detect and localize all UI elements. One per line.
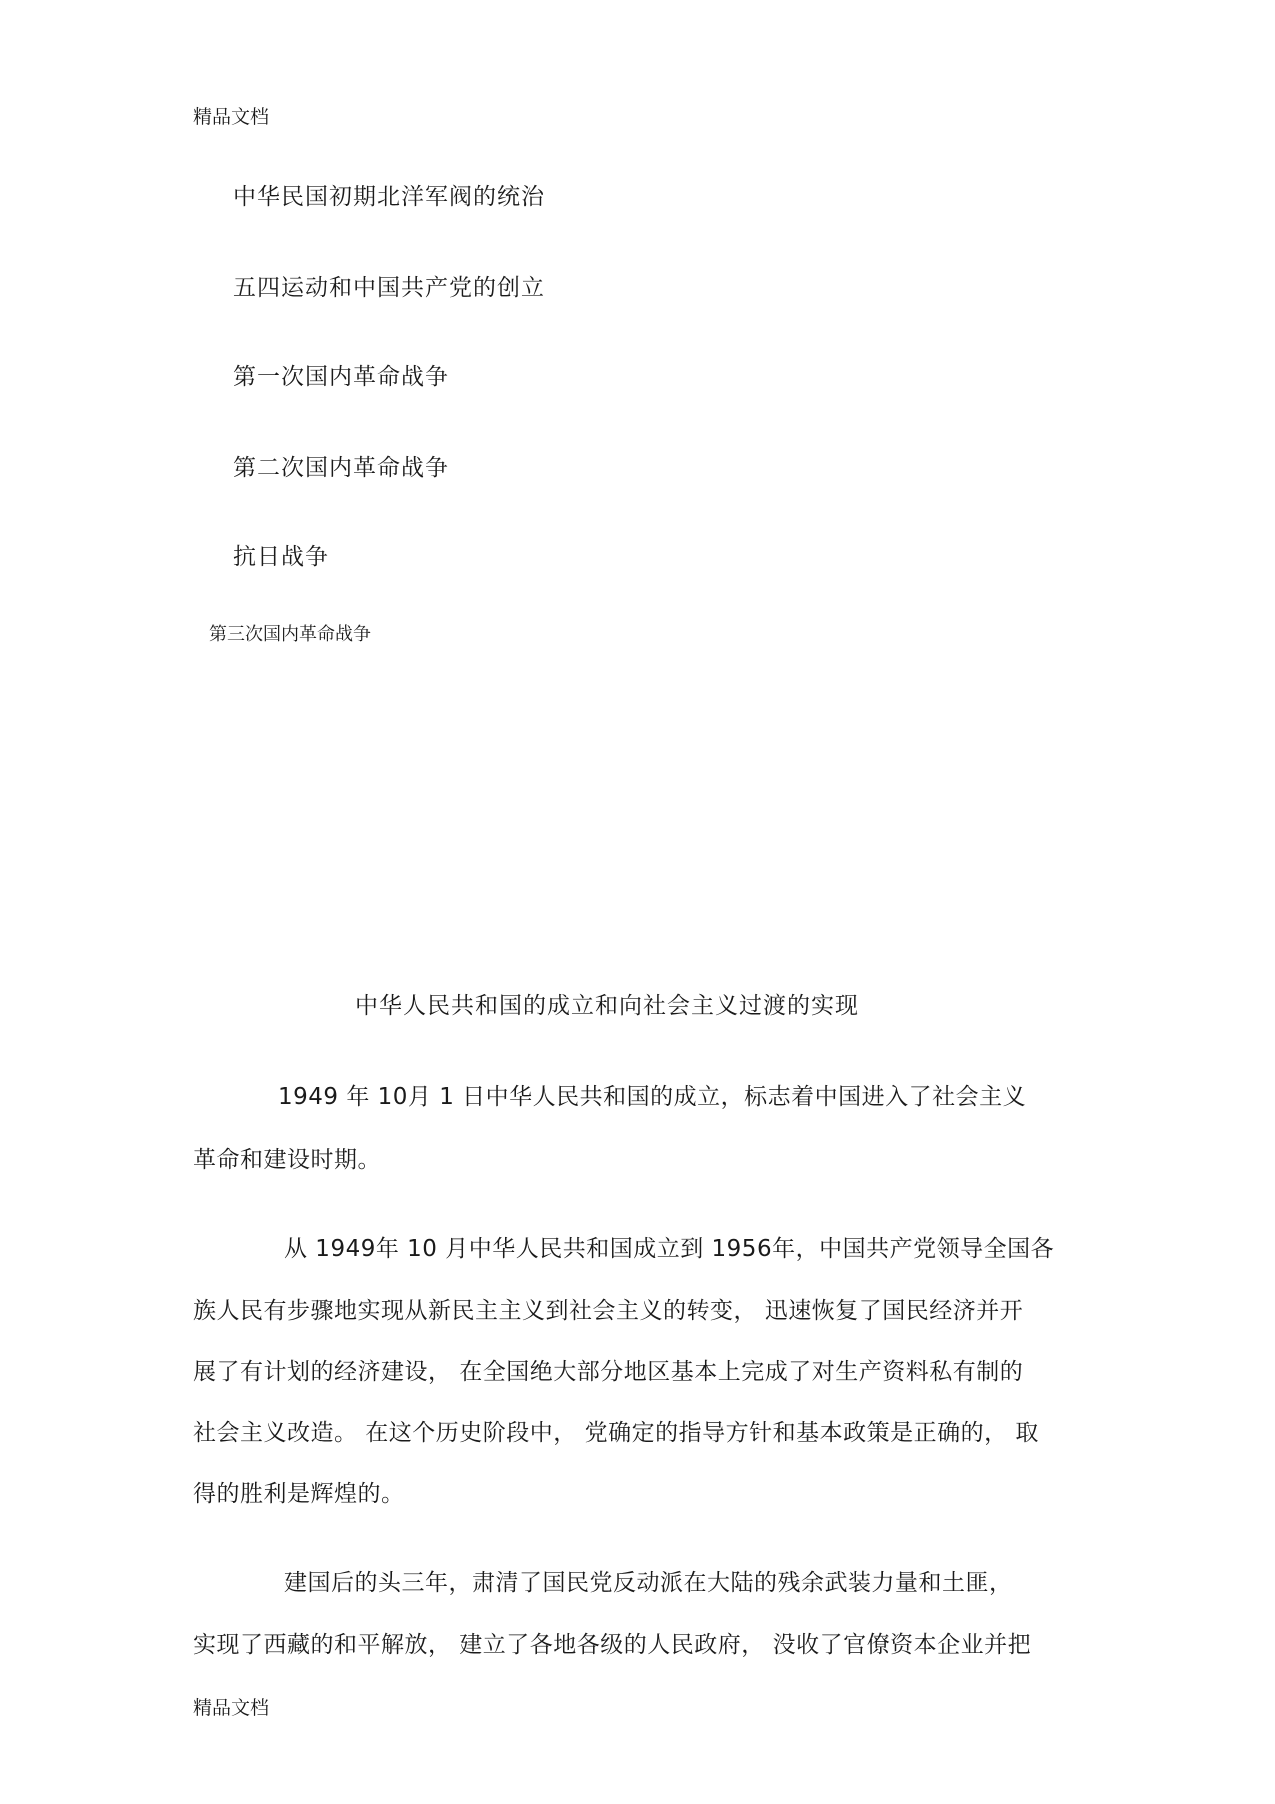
page-header-label: 精品文档	[193, 106, 270, 128]
paragraph-1-line-2: 革命和建设时期。	[193, 1147, 381, 1173]
toc-item-4: 第二次国内革命战争	[233, 455, 449, 481]
paragraph-3-line-2: 实现了西藏的和平解放， 建立了各地各级的人民政府， 没收了官僚资本企业并把	[193, 1632, 1032, 1658]
paragraph-2-line-3: 展了有计划的经济建设， 在全国绝大部分地区基本上完成了对生产资料私有制的	[193, 1359, 1024, 1385]
toc-item-2: 五四运动和中国共产党的创立	[233, 275, 545, 301]
paragraph-2-line-5: 得的胜利是辉煌的。	[193, 1481, 405, 1507]
paragraph-1-line-1: 1949 年 10月 1 日中华人民共和国的成立，标志着中国进入了社会主义	[278, 1084, 1027, 1110]
paragraph-2-line-1: 从 1949年 10 月中华人民共和国成立到 1956年，中国共产党领导全国各	[284, 1236, 1055, 1262]
page-footer-label: 精品文档	[193, 1697, 270, 1719]
section-title: 中华人民共和国的成立和向社会主义过渡的实现	[355, 993, 859, 1019]
toc-item-3: 第一次国内革命战争	[233, 364, 449, 390]
paragraph-2-line-2: 族人民有步骤地实现从新民主主义到社会主义的转变， 迅速恢复了国民经济并开	[193, 1298, 1024, 1324]
paragraph-3-line-1: 建国后的头三年，肃清了国民党反动派在大陆的残余武装力量和土匪，	[284, 1570, 1013, 1596]
toc-item-6: 第三次国内革命战争	[209, 624, 371, 645]
toc-item-1: 中华民国初期北洋军阀的统治	[233, 184, 545, 210]
toc-item-5: 抗日战争	[233, 544, 329, 570]
paragraph-2-line-4: 社会主义改造。 在这个历史阶段中， 党确定的指导方针和基本政策是正确的， 取	[193, 1420, 1039, 1446]
